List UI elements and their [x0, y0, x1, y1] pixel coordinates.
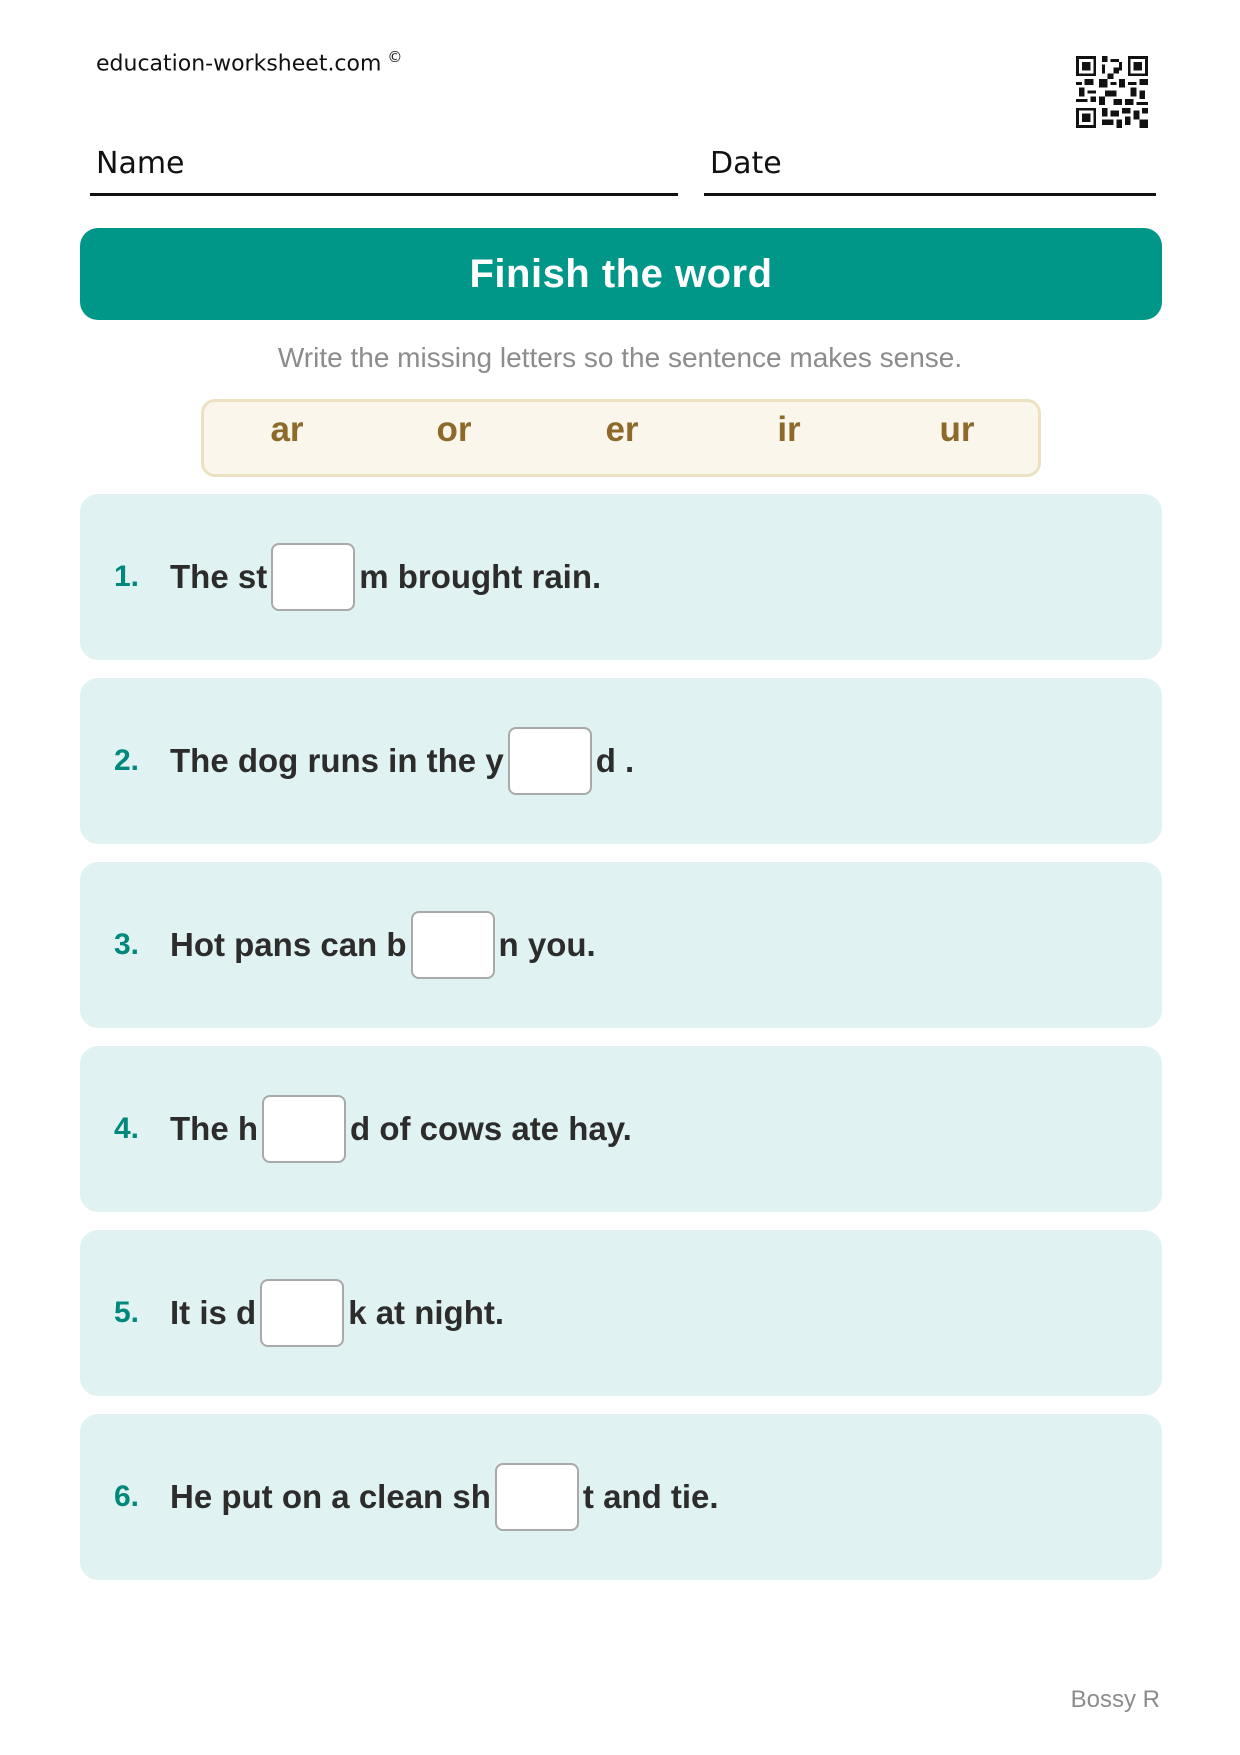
- question-text-before: He put on a clean sh: [170, 1478, 491, 1515]
- question-text-after: m brought rain.: [359, 558, 602, 595]
- date-label: Date: [710, 146, 782, 181]
- question-number: 5.: [114, 1296, 140, 1329]
- answer-blank[interactable]: [411, 911, 495, 979]
- name-label: Name: [96, 146, 185, 181]
- title-banner: [80, 228, 1162, 320]
- footer-label: Bossy R: [1070, 1686, 1160, 1713]
- answer-blank[interactable]: [495, 1463, 579, 1531]
- question-card: [80, 1414, 1162, 1580]
- question-text-before: It is d: [170, 1294, 257, 1331]
- date-field[interactable]: [704, 140, 1156, 196]
- question-text-after: d of cows ate hay.: [350, 1110, 632, 1147]
- word-bank-option: ar: [270, 410, 304, 449]
- question-card: [80, 494, 1162, 660]
- question-text-before: The h: [170, 1110, 258, 1147]
- question-number: 2.: [114, 744, 140, 777]
- word-bank-option: ur: [939, 410, 975, 449]
- site-name: [96, 48, 402, 76]
- question-card: [80, 862, 1162, 1028]
- question-number: 1.: [114, 560, 140, 593]
- question-text-before: The dog runs in the y: [170, 742, 504, 779]
- question-text-after: t and tie.: [582, 1478, 719, 1515]
- page-title: Finish the word: [469, 251, 773, 296]
- answer-blank[interactable]: [271, 543, 355, 611]
- answer-blank[interactable]: [260, 1279, 344, 1347]
- question-number: 3.: [114, 928, 140, 961]
- question-text-before: The st: [170, 558, 268, 595]
- word-bank-option: er: [605, 410, 639, 449]
- question-number: 4.: [114, 1112, 140, 1145]
- word-bank-option: or: [436, 410, 472, 449]
- word-bank: [201, 399, 1041, 477]
- copyright-symbol: ©: [387, 48, 403, 66]
- question-card: [80, 678, 1162, 844]
- word-bank-option: ir: [777, 410, 801, 449]
- name-field[interactable]: [90, 140, 678, 196]
- question-text-after: n you.: [498, 926, 596, 963]
- question-number: 6.: [114, 1480, 140, 1513]
- qr-code-icon: [1076, 56, 1148, 128]
- question-text-after: d .: [595, 742, 635, 779]
- question-text-before: Hot pans can b: [170, 926, 407, 963]
- question-card: [80, 1046, 1162, 1212]
- site-url: education-worksheet.com: [96, 51, 382, 77]
- answer-blank[interactable]: [262, 1095, 346, 1163]
- question-text-after: k at night.: [348, 1294, 505, 1331]
- question-card: [80, 1230, 1162, 1396]
- answer-blank[interactable]: [508, 727, 592, 795]
- instructions-text: Write the missing letters so the sentence makes sense.: [277, 342, 963, 373]
